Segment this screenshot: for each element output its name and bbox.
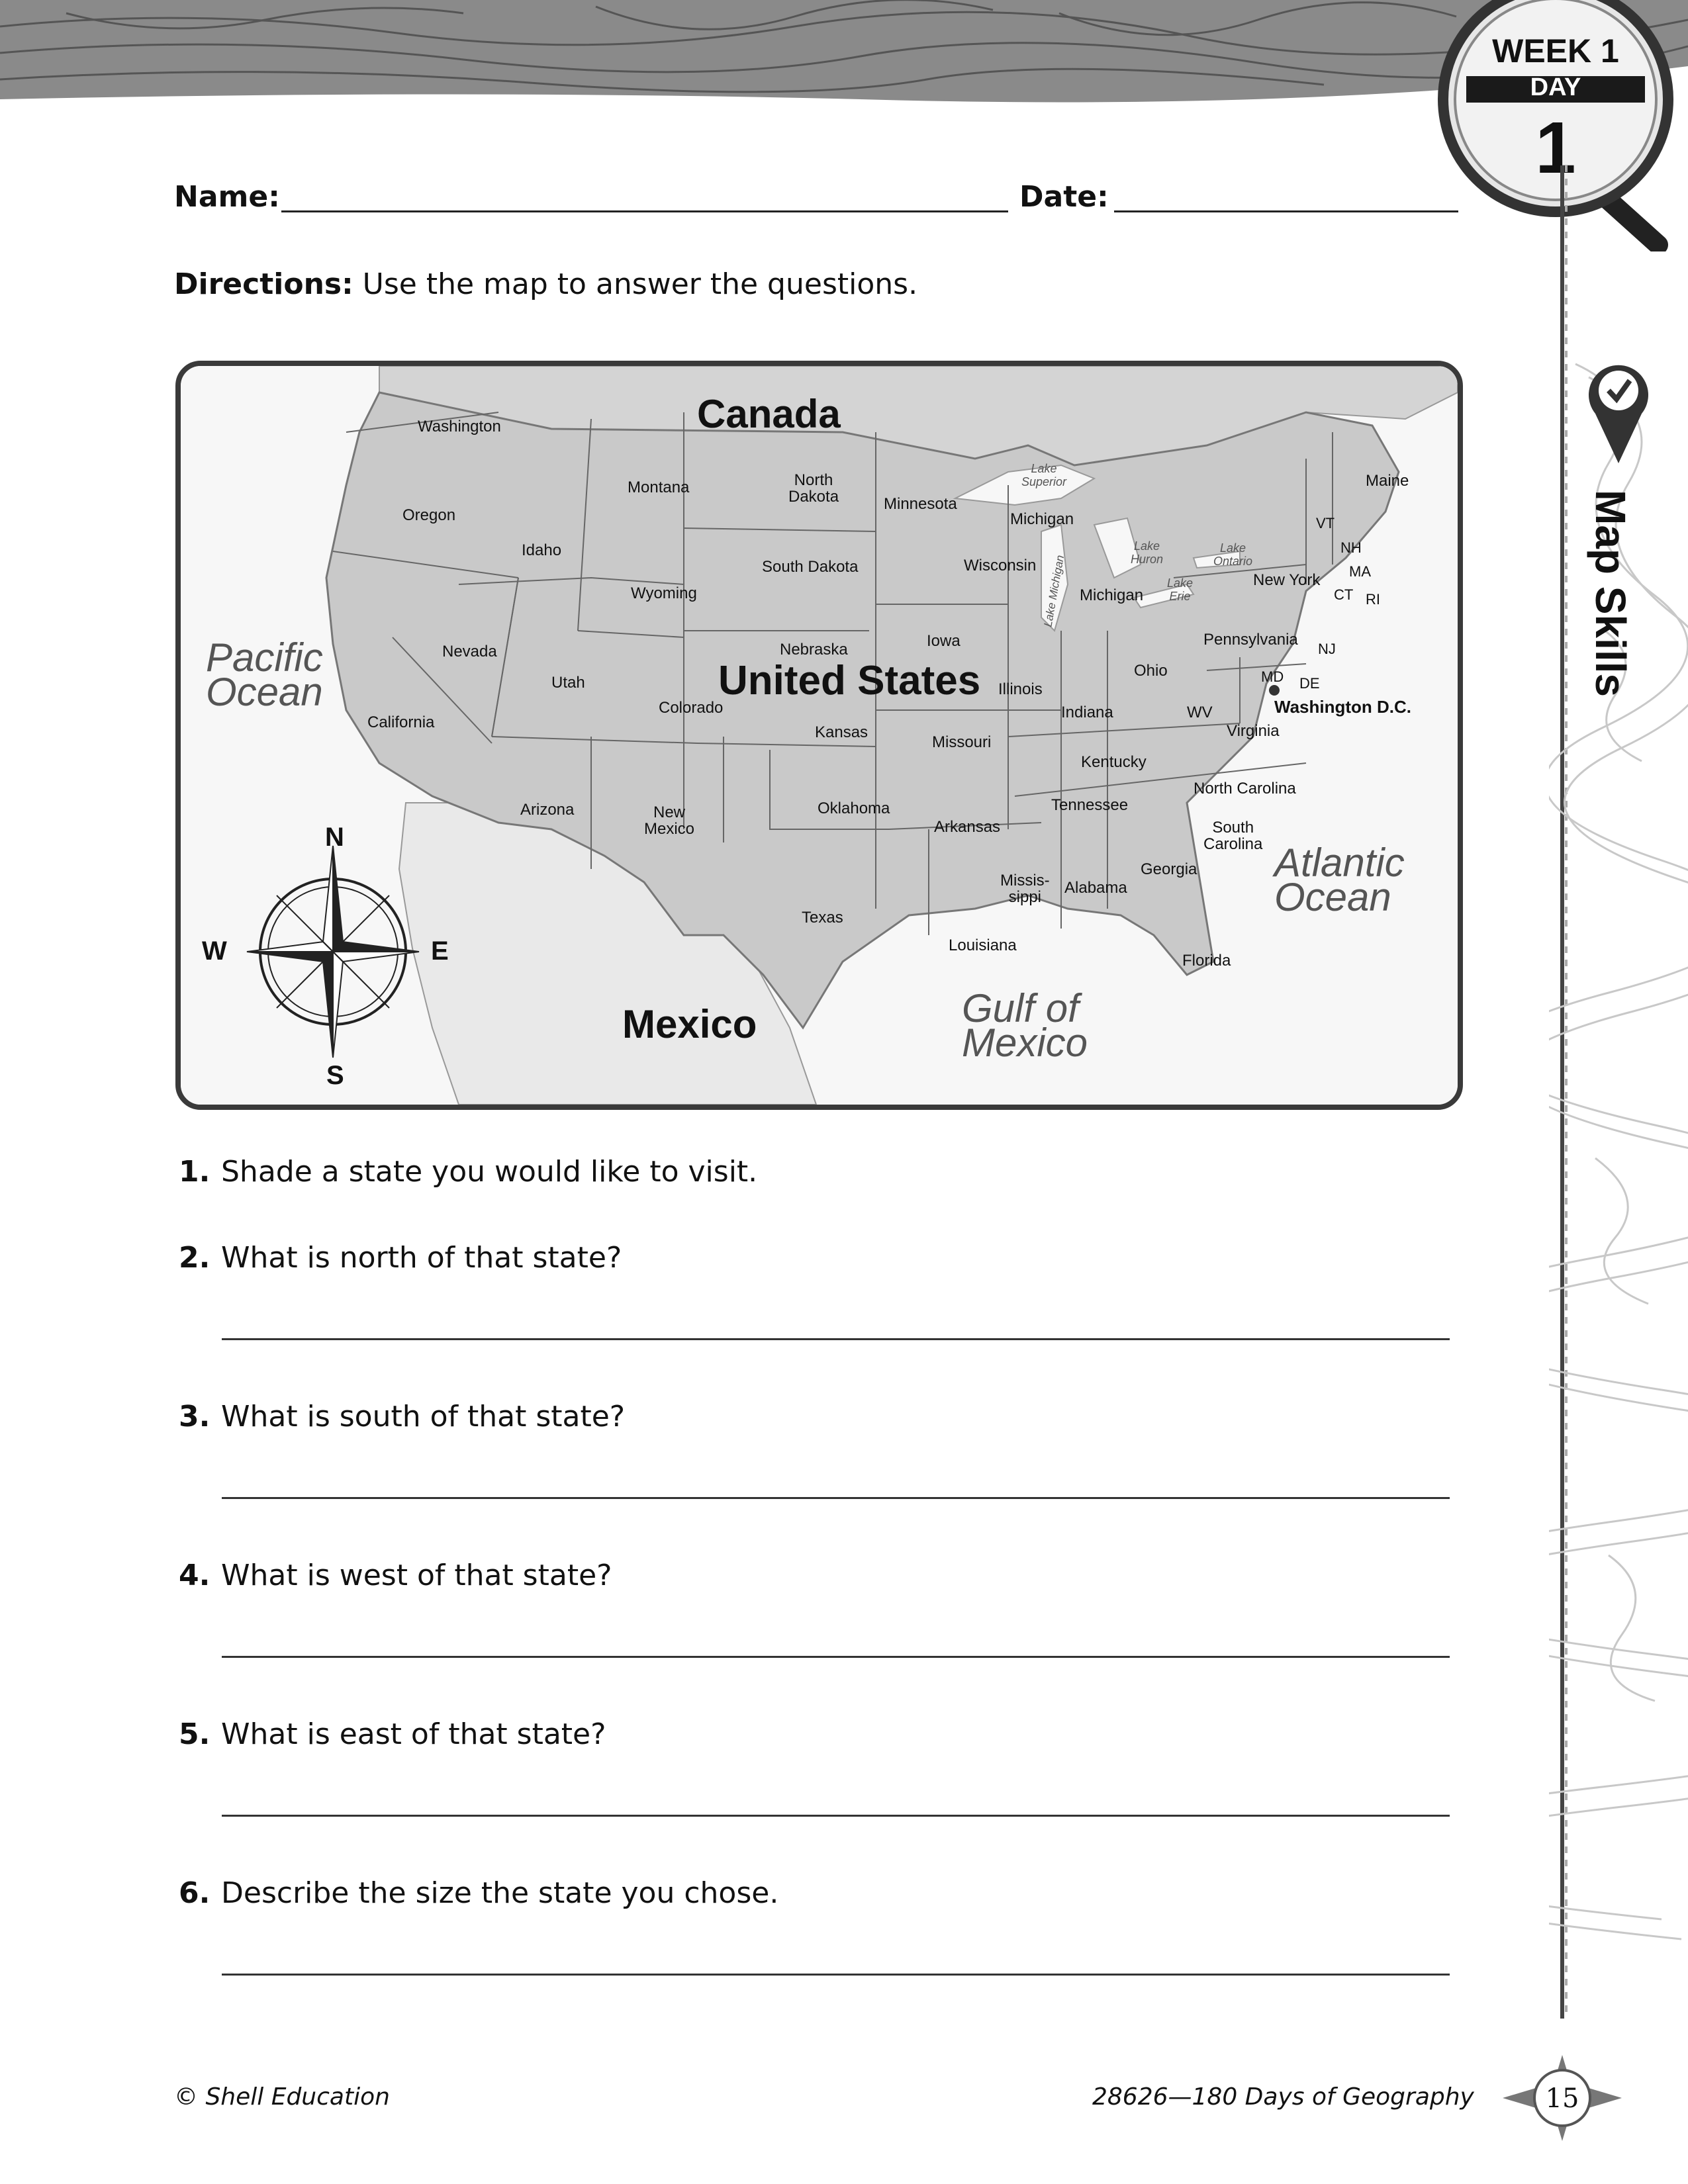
question-number: 3. (179, 1400, 211, 1433)
question-1 (179, 1155, 757, 1189)
week-label: WEEK 1 (1492, 32, 1619, 69)
page-number: 15 (1545, 2083, 1579, 2114)
state-vt: VT (1316, 515, 1335, 531)
atlantic-line-1: Atlantic (1274, 841, 1405, 885)
state-wv: WV (1187, 704, 1213, 721)
compass-e: E (431, 936, 449, 966)
name-label: Name: (174, 180, 280, 214)
compass-s: S (326, 1061, 344, 1090)
date-field[interactable] (1114, 210, 1458, 212)
state-michigan-upper: Michigan (1010, 510, 1074, 528)
country-united-states: United States (718, 658, 981, 704)
state-louisiana: Louisiana (949, 936, 1017, 954)
state-florida: Florida (1182, 952, 1231, 970)
mississippi-line-2: sippi (1008, 888, 1041, 906)
answer-line-6[interactable] (222, 1974, 1450, 1976)
state-kentucky: Kentucky (1081, 753, 1147, 771)
south-carolina-line-1: South (1212, 819, 1254, 837)
question-number: 6. (179, 1876, 211, 1910)
state-ct: CT (1334, 586, 1354, 603)
lake-erie-line-2: Erie (1169, 590, 1191, 603)
question-number: 1. (179, 1155, 211, 1189)
mississippi-line-1: Missis- (1000, 872, 1050, 889)
footer-copyright: © Shell Education (174, 2083, 390, 2111)
question-number: 4. (179, 1559, 211, 1592)
question-text: What is north of that state? (221, 1241, 622, 1275)
question-5 (179, 1717, 606, 1751)
state-minnesota: Minnesota (884, 495, 957, 513)
map-pin-icon (1589, 354, 1648, 467)
state-arizona: Arizona (520, 801, 575, 819)
state-md: MD (1261, 668, 1284, 685)
lake-ontario-line-1: Lake (1219, 541, 1246, 555)
state-north-carolina: North Carolina (1194, 780, 1296, 797)
new-mexico-line-1: New (653, 803, 686, 821)
state-nj: NJ (1318, 641, 1336, 657)
state-maine: Maine (1366, 472, 1409, 490)
lake-michigan-label: Lake Michigan (1041, 554, 1067, 628)
lake-huron-line-1: Lake (1133, 539, 1160, 553)
directions (174, 267, 917, 301)
question-text: Shade a state you would like to visit. (221, 1155, 758, 1189)
answer-line-4[interactable] (222, 1656, 1450, 1658)
gulf-line-1: Gulf of (962, 986, 1079, 1030)
country-mexico: Mexico (622, 1002, 757, 1046)
state-new-york: New York (1253, 571, 1321, 589)
lake-erie-line-1: Lake (1167, 576, 1194, 590)
lake-huron-label (1131, 539, 1163, 566)
lake-ontario-line-2: Ontario (1213, 555, 1253, 568)
state-oklahoma: Oklahoma (818, 799, 890, 817)
atlantic-line-2: Ocean (1274, 875, 1391, 919)
state-pennsylvania: Pennsylvania (1203, 631, 1298, 649)
compass-n: N (325, 823, 344, 852)
state-south-carolina (1203, 819, 1262, 852)
state-colorado: Colorado (659, 699, 724, 717)
question-6 (179, 1876, 778, 1910)
directions-lead: Directions: (174, 267, 353, 301)
state-ma: MA (1349, 563, 1371, 580)
state-missouri: Missouri (932, 733, 992, 751)
north-dakota-line-2: Dakota (788, 488, 839, 506)
question-4 (179, 1559, 612, 1592)
lake-huron-line-2: Huron (1131, 553, 1164, 566)
pacific-line-2: Ocean (206, 670, 323, 714)
day-number: 1 (1535, 107, 1576, 189)
compass-rose-icon (227, 829, 439, 1074)
gulf-of-mexico-label (962, 986, 1088, 1065)
state-arkansas: Arkansas (934, 818, 1001, 836)
state-georgia: Georgia (1141, 860, 1197, 878)
atlantic-ocean-label (1274, 841, 1405, 919)
state-north-dakota (788, 472, 839, 505)
lake-ontario-label (1213, 541, 1252, 568)
state-de: DE (1299, 675, 1320, 692)
compass-w: W (202, 936, 227, 966)
state-nevada: Nevada (442, 643, 497, 660)
state-virginia: Virginia (1227, 722, 1280, 740)
question-number: 5. (179, 1717, 211, 1751)
state-wisconsin: Wisconsin (964, 557, 1037, 574)
state-utah: Utah (551, 674, 585, 692)
state-texas: Texas (802, 909, 843, 927)
question-text: What is south of that state? (221, 1400, 626, 1433)
side-topographic-strip (1549, 165, 1688, 2184)
state-tennessee: Tennessee (1051, 796, 1129, 814)
gulf-line-2: Mexico (962, 1021, 1088, 1065)
state-oregon: Oregon (402, 506, 456, 524)
answer-line-3[interactable] (222, 1497, 1450, 1499)
answer-line-2[interactable] (222, 1338, 1450, 1340)
state-idaho: Idaho (522, 541, 562, 559)
state-nebraska: Nebraska (780, 641, 848, 659)
question-number: 2. (179, 1241, 211, 1275)
state-south-dakota: South Dakota (762, 558, 859, 576)
question-text: What is east of that state? (221, 1717, 606, 1751)
lake-erie-label (1167, 576, 1193, 603)
country-canada: Canada (697, 392, 841, 436)
state-new-mexico (644, 804, 694, 837)
state-indiana: Indiana (1061, 704, 1113, 721)
washington-dc-label: Washington D.C. (1274, 697, 1412, 717)
question-text: Describe the size the state you chose. (221, 1876, 779, 1910)
south-carolina-line-2: Carolina (1203, 835, 1263, 853)
day-label: DAY (1530, 73, 1581, 101)
pacific-line-1: Pacific (206, 635, 323, 680)
state-wyoming: Wyoming (631, 584, 697, 602)
state-michigan-lower: Michigan (1080, 586, 1144, 604)
state-alabama: Alabama (1064, 879, 1127, 897)
answer-line-5[interactable] (222, 1815, 1450, 1817)
state-mississippi (1000, 872, 1050, 905)
state-nh: NH (1340, 539, 1362, 556)
pacific-ocean-label (206, 635, 323, 714)
directions-text: Use the map to answer the questions. (353, 267, 918, 301)
name-field[interactable] (281, 210, 1008, 212)
state-iowa: Iowa (927, 632, 961, 650)
state-ri: RI (1366, 591, 1380, 608)
question-2 (179, 1241, 622, 1275)
date-label: Date: (1019, 180, 1109, 214)
new-mexico-line-2: Mexico (644, 820, 695, 838)
section-title-map-skills: Map Skills (1587, 490, 1634, 697)
us-map (175, 361, 1463, 1110)
question-text: What is west of that state? (221, 1559, 612, 1592)
state-ohio: Ohio (1134, 662, 1168, 680)
state-california: California (367, 713, 435, 731)
question-3 (179, 1400, 625, 1433)
north-dakota-line-1: North (794, 471, 833, 489)
footer-book-title: 28626—180 Days of Geography (1092, 2083, 1474, 2111)
lake-superior-line-1: Lake (1031, 462, 1057, 475)
lake-superior-line-2: Superior (1021, 475, 1067, 488)
state-illinois: Illinois (998, 680, 1043, 698)
state-montana: Montana (628, 478, 690, 496)
lake-superior-label (1021, 462, 1066, 488)
state-washington: Washington (418, 418, 501, 435)
state-kansas: Kansas (815, 723, 868, 741)
